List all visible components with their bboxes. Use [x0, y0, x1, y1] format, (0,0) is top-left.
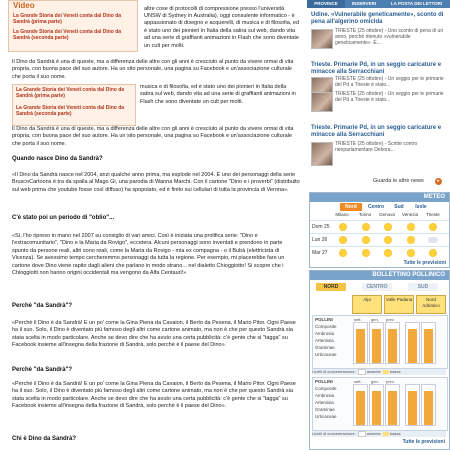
- video-link-2[interactable]: La Grande Storia dei Veneti conta dal Dino da Sandrà (seconda parte): [13, 29, 122, 41]
- sun-icon: [384, 236, 392, 244]
- sun-icon: [339, 249, 347, 257]
- tab-centro[interactable]: Centro: [367, 204, 385, 210]
- pollen-label: Composite: [315, 386, 337, 391]
- sun-icon: [384, 249, 392, 257]
- article-paragraph: musica e di filosofia, ed è stato uno dei pionieri in Italia della satira sul web, dando vita ad una serie di graffianti animazioni in Flash che sono diventate un cult per molti.: [140, 84, 296, 105]
- question-heading: C'è stato poi un periodo di "oblio"...: [12, 215, 115, 221]
- region-valle-padana[interactable]: Valle Padana: [384, 295, 414, 314]
- news-thumbnail[interactable]: [311, 142, 333, 166]
- region-nord-adriatico[interactable]: Nord Adriatico: [416, 295, 446, 314]
- pollen-column: [385, 322, 400, 364]
- tab-nord[interactable]: Nord: [340, 203, 362, 211]
- answer-paragraph: «Perchè il Dino è da Sandrà! E un po' come la Gina Piena da Cavaion, il Berto da Pesena, il Mario Pitor. Ogni Paese ha il suo. Solo, il Dino è diventato più famoso degli altri come cartone animato, ma non è che per questo Sandrà sia stata scelta in modo particolare. Anche se devo dire che ha avuto una certa pubblicità: c'è gente che si "tagga" su Facebook insieme all'insegna della frazione di Sandrà, solo perchè è il paese del Dino».: [12, 320, 296, 349]
- sun-icon: [429, 249, 437, 257]
- sidebar: [307, 0, 450, 450]
- pollen-column: [421, 384, 436, 426]
- news-thumbnail[interactable]: [311, 29, 333, 49]
- tab-centro[interactable]: CENTRO: [362, 283, 392, 291]
- region-alpi[interactable]: Alpi: [352, 295, 382, 314]
- pollen-panel: [312, 315, 448, 369]
- pollen-label: Artemisia: [315, 400, 334, 405]
- pollen-all-forecasts-link[interactable]: Tutte le previsioni: [402, 439, 445, 445]
- pollen-column: [353, 384, 368, 426]
- pollen-label: Graminae: [315, 345, 335, 350]
- sun-icon: [362, 236, 370, 244]
- news-summary: TRIESTE (25 ottobre) - Uno sconto di pena di un anno, perchè ritenuto «vulnerabile geneticamente». È...: [335, 28, 444, 46]
- news-title[interactable]: Trieste. Primarie Pd, in un seggio caricature e minacce alla Serracchiani: [311, 62, 442, 75]
- meteo-day: Lun 26: [312, 237, 328, 243]
- question-heading: Perchè "da Sandrà"?: [12, 367, 73, 373]
- legend-swatch: [383, 370, 389, 374]
- sun-icon: [384, 223, 392, 231]
- video-box-inline: [12, 84, 136, 126]
- pollen-column: [385, 384, 400, 426]
- column-header: gen.: [371, 317, 379, 322]
- meteo-all-forecasts-link[interactable]: Tutte le previsioni: [403, 260, 446, 266]
- meteo-tabs: [310, 203, 449, 211]
- city-label: Venezia: [401, 212, 418, 217]
- article-paragraph: altre cose di protocolli di compressione presso l'università UNSW di Sydney in Australia), oggi consulente informatico - è appassionato di disegno e acquerelli, di musica e di filosofia, ed è stato uno dei pionieri in Italia della satira sul web, dando vita ad una serie di graffianti animazioni in Flash che sono diventate un cult per molti.: [144, 5, 300, 49]
- pollen-legend: [312, 369, 446, 375]
- tab-sud[interactable]: Sud: [394, 204, 404, 210]
- article-paragraph: Il Dino da Sandrà è una di queste, ma a differenza delle altre con gli anni è cresciuto al punto da vivere ormai di vita propria, con buona pace del suo autore. Ha un sito personale, una pagina su Facebook e un'associazione culturale che porta il suo nome.: [12, 59, 294, 80]
- video-link-2[interactable]: La Grande Storia dei Veneti conta dal Dino da Sandrà (seconda parte): [16, 105, 125, 117]
- pollen-column: [421, 322, 436, 364]
- tab-nord[interactable]: NORD: [316, 283, 346, 291]
- tab-sud[interactable]: SUD: [408, 283, 438, 291]
- video-link-1[interactable]: La Grande Storia dei Veneti conta dal Dino da Sandrà (prima parte): [13, 13, 122, 25]
- sun-icon: [362, 249, 370, 257]
- sun-icon: [407, 236, 415, 244]
- column-header: prev.: [386, 317, 395, 322]
- city-label: Trieste: [426, 212, 440, 217]
- meteo-day: Mar 27: [312, 250, 328, 256]
- news-summary: TRIESTE (25 ottobre) - Un seggio per le primarie del Pd a Trieste è stato...: [335, 76, 444, 88]
- legend-swatch: [358, 431, 366, 437]
- tab-isole[interactable]: Isole: [415, 204, 427, 210]
- pollen-column: [353, 322, 368, 364]
- pollen-column: [405, 322, 420, 364]
- pollen-label: Composite: [315, 324, 337, 329]
- news-summary: TRIESTE (25 ottobre) - Scritte contro neoparlamentare Debora...: [335, 141, 418, 153]
- meteo-title: METEO: [423, 194, 445, 200]
- pollen-label: Artemisia: [315, 338, 334, 343]
- arrow-right-icon[interactable]: ▸: [435, 178, 442, 185]
- question-heading: Perchè "da Sandrà"?: [12, 303, 73, 309]
- meteo-row: [310, 246, 449, 260]
- answer-paragraph: «Il Dino da Sandrà nasce nel 2004, anzi qualche anno prima, ma esplode nel 2004. È uno dei personaggi della serie BruscoCartoons è tra da spalla al Mago Gi, una parodia di Wanna Marchi. Con il cartone "Dino e i proverbi" (distribuito sul web prima che youtube fosse così diffuso) ha spopolato, ed è finito sui cellulari di tutta la provincia di Verona».: [12, 172, 300, 193]
- cloud-icon: [428, 237, 438, 243]
- sun-icon: [407, 223, 415, 231]
- legend-swatch: [358, 369, 366, 375]
- legend-swatch: [383, 432, 389, 436]
- answer-paragraph: «Perchè il Dino è da Sandrà! E un po' come la Gina Piena da Cavaion, il Berto da Pesena, il Mario Pitor. Ogni Paese ha il suo. Solo, il Dino è diventato più famoso degli altri come cartone animato, ma non è che per questo Sandrà sia stata scelta in modo particolare. Anche se devo dire che ha avuto una certa pubblicità: c'è gente che si "tagga" su Facebook insieme all'insegna della frazione di Sandrà, solo perchè è il paese del Dino».: [12, 381, 296, 410]
- sun-icon: [407, 249, 415, 257]
- meteo-row: [310, 220, 449, 234]
- tab-posta-lettori[interactable]: LA POSTA DEI LETTORI: [390, 1, 443, 6]
- sun-icon: [429, 223, 437, 231]
- city-label: Milano: [335, 212, 349, 217]
- legend-title: Livelli di concentrazione:: [312, 431, 356, 437]
- sun-icon: [362, 223, 370, 231]
- meteo-widget: [309, 192, 450, 268]
- pollen-label: Urticaceae: [315, 352, 337, 357]
- pollen-column: [369, 384, 384, 426]
- legend-label: bassa: [389, 431, 401, 437]
- news-item[interactable]: [311, 125, 446, 153]
- meteo-header: [310, 193, 449, 202]
- legend-label: bassa: [389, 369, 401, 375]
- column-header: sett.: [354, 317, 362, 322]
- column-header: gen.: [371, 379, 379, 384]
- news-item[interactable]: [311, 12, 446, 46]
- news-title[interactable]: Udine. «Vulnerabile geneticamente», sconto di pena all'algerino omicida: [311, 12, 444, 25]
- city-label: Genova: [379, 212, 395, 217]
- answer-paragraph: «Sì, l'ho ripreso in mano nel 2007 su consiglio di vari amici. Così è iniziata una prolifica serie: "Dino e l'extracomunitario", "Dino e la Maria da Rovigo", eccetera. Alcuni personaggi sono inventati e prendono in parte spunto da persone reali, altri sono reali, come la Maria da Rovigo - mia ex compagna - o il Bubà (elettricista di Vicenza). Se avessimo tempo cercheremmo personaggi da tutta la regione. Per esempio, mi piacerebbe fare un cartone dove Dino viene rapito dagli alieni che parlano in modo strano... nel dialetto Chioggiotto! Si scopre che i Chioggiotti non hanno origini occidentali ma vengono da Alfa Centauri!»: [12, 233, 285, 277]
- column-header: sett.: [354, 379, 362, 384]
- article-paragraph: Il Dino da Sandrà è una di queste, ma a differenza delle altre con gli anni è cresciuto al punto da vivere ormai di vita propria, con buona pace del suo autore. Ha un sito personale, una pagina su Facebook e un'associazione culturale che porta il suo nome.: [12, 126, 294, 147]
- legend-title: Livelli di concentrazione:: [312, 369, 356, 375]
- pollen-header: [310, 271, 449, 280]
- meteo-cities: [310, 212, 449, 219]
- meteo-day: Dom 25: [312, 224, 330, 230]
- video-box: [8, 0, 138, 52]
- meteo-row: [310, 233, 449, 247]
- news-item[interactable]: [311, 62, 446, 88]
- sidebar-tabs: [307, 0, 450, 8]
- pollen-legend: [312, 431, 446, 437]
- pollen-label: Ambrosia: [315, 393, 335, 398]
- pollen-title: BOLLETTINO POLLINICO: [372, 272, 445, 278]
- pollen-label: Urticaceae: [315, 414, 337, 419]
- legend-label: assente: [366, 431, 381, 437]
- pollen-panel-title: POLLINI: [315, 379, 333, 384]
- pollen-label: Graminae: [315, 407, 335, 412]
- tab-inserveri[interactable]: INSERVERI: [351, 1, 377, 6]
- video-link-1[interactable]: La Grande Storia dei Veneti conta dal Dino da Sandrà (prima parte): [16, 87, 125, 99]
- video-title: Video: [13, 1, 35, 10]
- pollen-label: Ambrosia: [315, 331, 335, 336]
- pollen-panel: [312, 377, 448, 431]
- legend-label: assente: [366, 369, 381, 375]
- question-heading: Chi è Dino da Sandrà?: [12, 436, 77, 442]
- pollen-bulletin: [309, 270, 450, 450]
- question-heading: Quando nasce Dino da Sandrà?: [12, 156, 103, 162]
- pollen-panel-title: POLLINI: [315, 317, 333, 322]
- news-title[interactable]: Trieste. Primarie Pd, in un seggio caricature e minacce alla Serracchiani: [311, 125, 442, 138]
- all-news-link[interactable]: Guarda le altre news: [373, 178, 424, 184]
- news-summary: TRIESTE (25 ottobre) - Un seggio per le primarie del Pd a Trieste è stato...: [335, 91, 444, 103]
- news-thumbnail[interactable]: [311, 92, 333, 112]
- pollen-column: [369, 322, 384, 364]
- sun-icon: [339, 223, 347, 231]
- sun-icon: [339, 236, 347, 244]
- column-header: prev.: [386, 379, 395, 384]
- city-label: Torino: [358, 212, 372, 217]
- tab-province[interactable]: PROVINCE: [307, 0, 345, 8]
- pollen-column: [405, 384, 420, 426]
